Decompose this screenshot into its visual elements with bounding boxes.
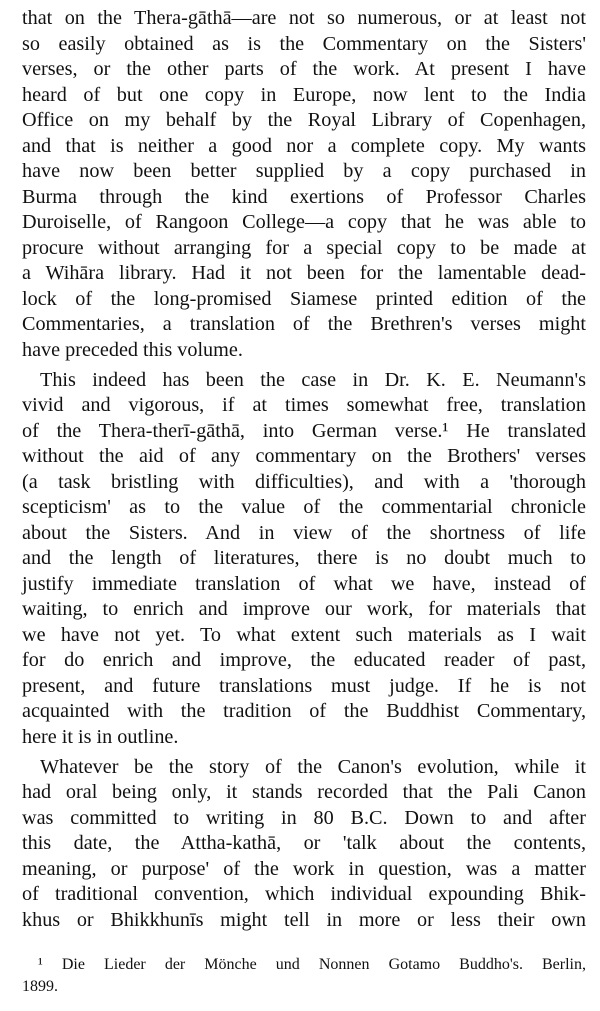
text-line: acquainted with the tradition of the Buddhist Commentary, [22, 700, 586, 722]
text-line: for do enrich and improve, the educated reader of past, [22, 649, 586, 671]
text-line: Duroiselle, of Rangoon College—a copy that he was able to [22, 211, 586, 233]
text-line: (a task bristling with difficulties), and with a 'thorough [22, 471, 586, 493]
text-line: justify immediate translation of what we have, instead of [22, 573, 586, 595]
text-line: khus or Bhikkhunīs might tell in more or less their own [22, 909, 586, 931]
text-line: procure without arranging for a special copy to be made at [22, 237, 586, 259]
text-line: so easily obtained as is the Commentary on the Sisters' [22, 33, 586, 55]
text-line: had oral being only, it stands recorded that the Pali Canon [22, 781, 586, 803]
text-line: heard of but one copy in Europe, now lent to the India [22, 84, 586, 106]
text-line: Office on my behalf by the Royal Library of Copenhagen, [22, 109, 586, 131]
text-line: scepticism' as to the value of the commentarial chronicle [22, 496, 586, 518]
text-line: here it is in outline. [22, 726, 179, 748]
text-line: without the aid of any commentary on the Brothers' verses [22, 445, 586, 467]
footnote-line: ¹ Die Lieder der Mönche und Nonnen Gotamo Buddho's. Berlin, [38, 956, 586, 973]
text-line: vivid and vigorous, if at times somewhat free, translation [22, 394, 586, 416]
text-line: This indeed has been the case in Dr. K. E. Neumann's [40, 369, 586, 391]
text-line: a Wihāra library. Had it not been for the lamentable dead- [22, 262, 586, 284]
text-line: verses, or the other parts of the work. At present I have [22, 58, 586, 80]
text-line: that on the Thera-gāthā—are not so numerous, or at least not [22, 7, 586, 29]
text-line: have now been better supplied by a copy purchased in [22, 160, 586, 182]
text-line: lock of the long-promised Siamese printed edition of the [22, 288, 586, 310]
text-line: and the length of literatures, there is no doubt much to [22, 547, 586, 569]
text-line: waiting, to enrich and improve our work, for materials that [22, 598, 586, 620]
text-line: Whatever be the story of the Canon's evolution, while it [40, 756, 586, 778]
footnote-line: 1899. [22, 978, 58, 995]
text-line: of traditional convention, which individual expounding Bhik- [22, 883, 586, 905]
text-line: Commentaries, a translation of the Brethren's verses might [22, 313, 586, 335]
text-line: was committed to writing in 80 B.C. Down to and after [22, 807, 586, 829]
text-line: present, and future translations must judge. If he is not [22, 675, 586, 697]
text-line: and that is neither a good nor a complete copy. My wants [22, 135, 586, 157]
text-line: of the Thera-therī-gāthā, into German verse.¹ He translated [22, 420, 586, 442]
text-line: we have not yet. To what extent such materials as I wait [22, 624, 586, 646]
text-line: this date, the Attha-kathā, or 'talk about the contents, [22, 832, 586, 854]
text-line: about the Sisters. And in view of the shortness of life [22, 522, 586, 544]
text-line: Burma through the kind exertions of Professor Charles [22, 186, 586, 208]
text-line: have preceded this volume. [22, 339, 243, 361]
text-line: meaning, or purpose' of the work in question, was a matter [22, 858, 586, 880]
